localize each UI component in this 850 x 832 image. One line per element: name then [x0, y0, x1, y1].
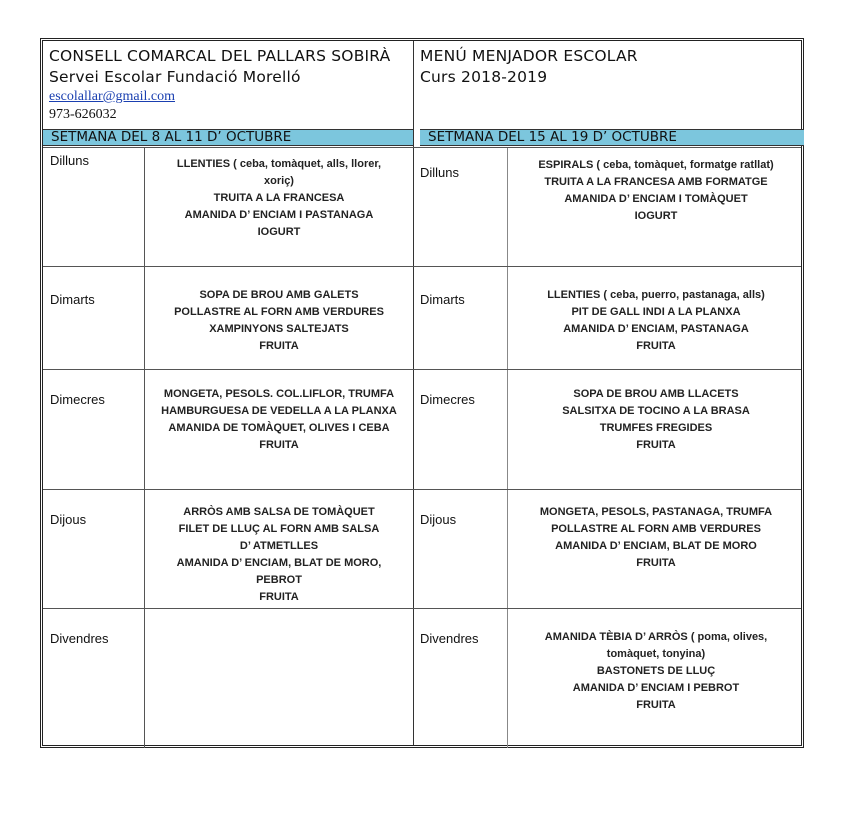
menu-line: FRUITA — [636, 557, 676, 569]
week-2-header: SETMANA DEL 15 AL 19 D’ OCTUBRE — [420, 129, 804, 146]
menu-line: POLLASTRE AL FORN AMB VERDURES — [551, 523, 761, 535]
menu-line: ESPIRALS ( ceba, tomàquet, formatge ratllat) — [538, 159, 774, 171]
day-label-week-1: Dimarts — [50, 292, 95, 307]
menu-line: AMANIDA D’ ENCIAM I PASTANAGA — [184, 209, 374, 221]
cell-divider — [507, 148, 508, 267]
menu-week-2 — [510, 287, 802, 355]
menu-line: PIT DE GALL INDI A LA PLANXA — [571, 306, 741, 318]
menu-line: AMANIDA D’ ENCIAM, PASTANAGA — [563, 323, 749, 335]
day-label-week-1: Dilluns — [50, 153, 90, 168]
menu-line: LLENTIES ( ceba, puerro, pastanaga, alls) — [547, 289, 765, 301]
menu-week-1 — [147, 156, 411, 241]
cell-divider — [507, 609, 508, 748]
cell-divider — [144, 370, 145, 490]
menu-line: IOGURT — [257, 226, 301, 238]
day-label-week-2: Dijous — [420, 512, 457, 527]
week-1-header: SETMANA DEL 8 AL 11 D’ OCTUBRE — [43, 129, 413, 146]
menu-line: PEBROT — [256, 574, 302, 586]
menu-line: TRUITA A LA FRANCESA AMB FORMATGE — [544, 176, 768, 188]
menu-line: TRUMFES FREGIDES — [599, 422, 713, 434]
day-row — [43, 266, 801, 370]
day-label-week-1: Dijous — [50, 512, 87, 527]
day-label-week-2: Dimecres — [420, 392, 475, 407]
cell-divider — [144, 267, 145, 370]
menu-line: AMANIDA TÈBIA D’ ARRÒS ( poma, olives, — [544, 631, 768, 643]
menu-line: HAMBURGUESA DE VEDELLA A LA PLANXA — [161, 405, 397, 417]
menu-line: xoriç) — [264, 175, 294, 187]
day-label-week-2: Dimarts — [420, 292, 465, 307]
header-left — [43, 41, 413, 127]
day-label-week-2: Dilluns — [420, 165, 460, 180]
menu-week-2 — [510, 157, 802, 225]
menu-line: FRUITA — [636, 340, 676, 352]
menu-line: AMANIDA D’ ENCIAM I TOMÀQUET — [564, 193, 748, 205]
cell-divider — [144, 609, 145, 748]
day-label-week-1: Divendres — [50, 631, 109, 646]
menu-line: D’ ATMETLLES — [239, 540, 319, 552]
menu-line: SALSITXA DE TOCINO A LA BRASA — [562, 405, 750, 417]
phone-number: 973-626032 — [49, 107, 117, 122]
cell-divider — [144, 490, 145, 609]
menu-week-2 — [510, 629, 802, 714]
menu-line: FRUITA — [259, 340, 299, 352]
menu-line: SOPA DE BROU AMB LLACETS — [573, 388, 739, 400]
cell-divider — [144, 148, 145, 267]
day-row — [43, 147, 801, 267]
menu-title: MENÚ MENJADOR ESCOLAR — [420, 47, 638, 65]
menu-line: AMANIDA DE TOMÀQUET, OLIVES I CEBA — [168, 422, 390, 434]
menu-line: MONGETA, PESOLS. COL.LIFLOR, TRUMFA — [163, 388, 395, 400]
day-label-week-1: Dimecres — [50, 392, 105, 407]
email-link[interactable]: escolallar@gmail.com — [49, 89, 176, 104]
menu-line: BASTONETS DE LLUÇ — [596, 665, 716, 677]
menu-line: AMANIDA D’ ENCIAM, BLAT DE MORO, — [176, 557, 382, 569]
menu-line: ARRÒS AMB SALSA DE TOMÀQUET — [183, 506, 375, 518]
cell-divider — [507, 267, 508, 370]
menu-week-1 — [147, 386, 411, 454]
cell-divider — [507, 490, 508, 609]
menu-line: AMANIDA D’ ENCIAM I PEBROT — [572, 682, 740, 694]
school-menu-sheet — [40, 38, 804, 748]
menu-line: tomàquet, tonyina) — [606, 648, 706, 660]
menu-week-1 — [147, 287, 411, 355]
service-name: Servei Escolar Fundació Morelló — [49, 68, 301, 86]
day-row — [43, 369, 801, 490]
menu-line: LLENTIES ( ceba, tomàquet, alls, llorer, — [176, 158, 382, 170]
menu-line: FRUITA — [259, 591, 299, 603]
day-row — [43, 608, 801, 748]
menu-line: FRUITA — [636, 439, 676, 451]
header-right — [414, 41, 804, 127]
menu-line: XAMPINYONS SALTEJATS — [209, 323, 349, 335]
menu-line: AMANIDA D’ ENCIAM, BLAT DE MORO — [555, 540, 757, 552]
day-row — [43, 489, 801, 609]
menu-week-2 — [510, 504, 802, 572]
cell-divider — [507, 370, 508, 490]
day-label-week-2: Divendres — [420, 631, 479, 646]
menu-line: POLLASTRE AL FORN AMB VERDURES — [174, 306, 384, 318]
menu-line: IOGURT — [634, 210, 678, 222]
council-name: CONSELL COMARCAL DEL PALLARS SOBIRÀ — [49, 47, 391, 65]
menu-week-1 — [147, 504, 411, 606]
menu-line: FRUITA — [636, 699, 676, 711]
menu-line: MONGETA, PESOLS, PASTANAGA, TRUMFA — [539, 506, 773, 518]
menu-line: TRUITA A LA FRANCESA — [213, 192, 345, 204]
menu-line: SOPA DE BROU AMB GALETS — [199, 289, 359, 301]
menu-line: FILET DE LLUÇ AL FORN AMB SALSA — [178, 523, 380, 535]
course-year: Curs 2018-2019 — [420, 68, 548, 86]
menu-week-2 — [510, 386, 802, 454]
menu-line: FRUITA — [259, 439, 299, 451]
